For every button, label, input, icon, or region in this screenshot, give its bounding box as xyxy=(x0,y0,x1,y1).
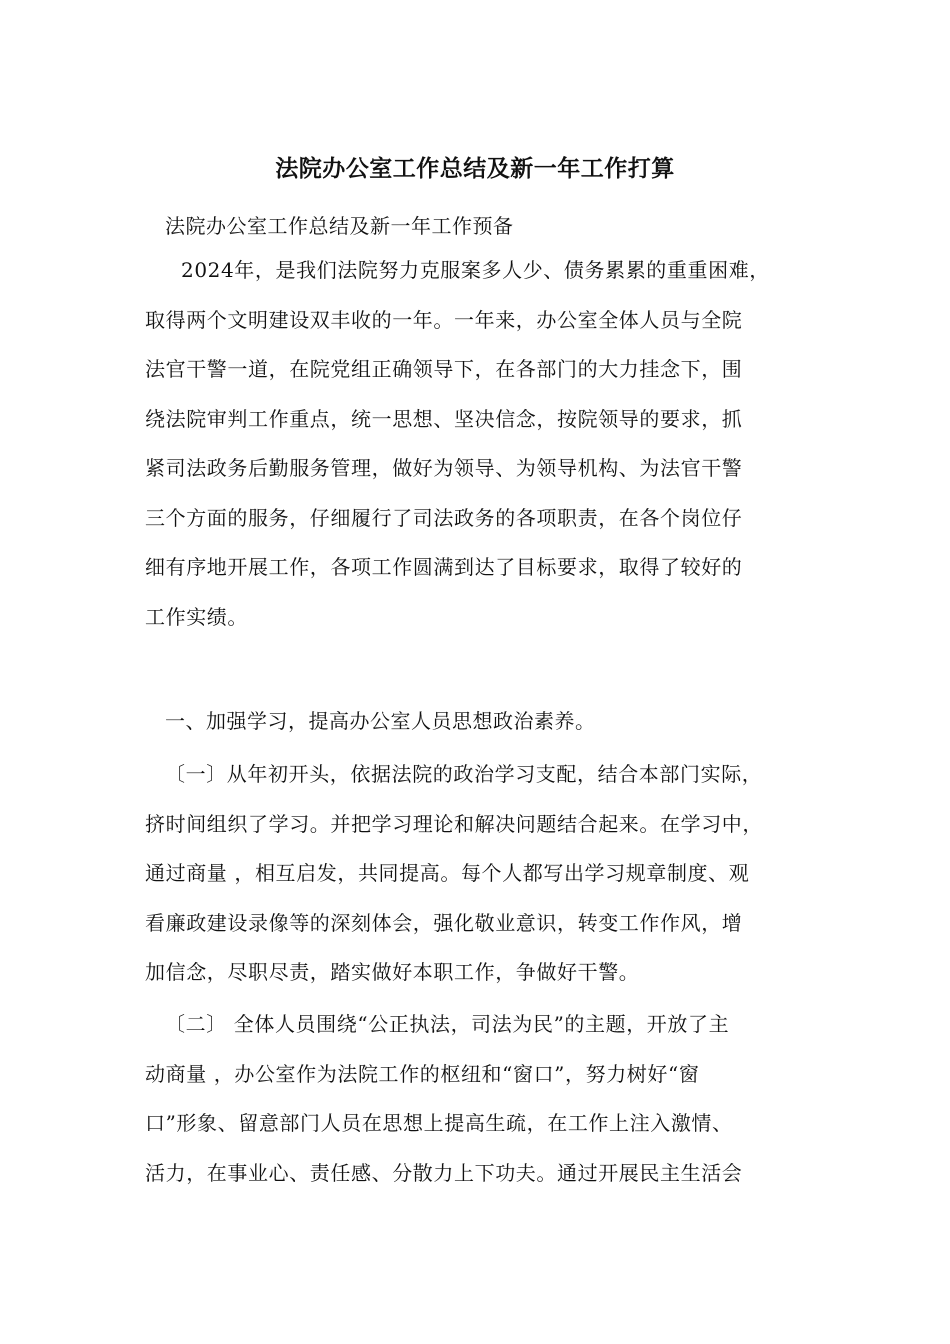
paragraph-line: 口”形象、留意部门人员在思想上提高生疏，在工作上注入激情、 xyxy=(145,1111,733,1135)
paragraph-line: 紧司法政务后勤服务管理，做好为领导、为领导机构、为法官干警 xyxy=(145,456,743,480)
paragraph-line: 细有序地开展工作，各项工作圆满到达了目标要求，取得了较好的 xyxy=(145,555,743,579)
paragraph-line: 加信念，尽职尽责，踏实做好本职工作，争做好干警。 xyxy=(145,960,640,984)
paragraph-line: 绕法院审判工作重点，统一思想、坚决信念，按院领导的要求，抓 xyxy=(145,406,743,431)
item-one-paragraph xyxy=(145,750,835,998)
paragraph-line: 工作实绩。 xyxy=(145,604,248,629)
document-subtitle: 法院办公室工作总结及新一年工作预备 xyxy=(165,214,514,238)
item-two-paragraph xyxy=(145,1000,835,1198)
paragraph-line: 看廉政建设录像等的深刻体会，强化敬业意识，转变工作作风，增 xyxy=(145,910,743,935)
paragraph-line: 三个方面的服务，仔细履行了司法政务的各项职责，在各个岗位仔 xyxy=(145,505,743,530)
intro-paragraph xyxy=(145,246,835,642)
paragraph-line: 挤时间组织了学习。并把学习理论和解决问题结合起来。在学习中， xyxy=(145,811,763,836)
paragraph-line: 取得两个文明建设双丰收的一年。一年来，办公室全体人员与全院 xyxy=(145,307,743,332)
paragraph-line: 2024年，是我们法院努力克服案多人少、债务累累的重重困难， xyxy=(181,258,770,282)
paragraph-line: 活力，在事业心、责任感、分散力上下功夫。通过开展民主生活会 xyxy=(145,1160,743,1185)
paragraph-line: 〔二〕 全体人员围绕“公正执法，司法为民”的主题，开放了主 xyxy=(165,1012,730,1036)
paragraph-line: 动商量 ，办公室作为法院工作的枢纽和“窗口”，努力树好“窗 xyxy=(145,1061,700,1086)
paragraph-line: 〔一〕从年初开头，依据法院的政治学习支配，结合本部门实际， xyxy=(165,762,763,786)
document-title: 法院办公室工作总结及新一年工作打算 xyxy=(275,155,675,182)
paragraph-line: 通过商量 ，相互启发，共同提高。每个人都写出学习规章制度、观 xyxy=(145,861,750,885)
paragraph-line: 法官干警一道，在院党组正确领导下，在各部门的大力挂念下，围 xyxy=(145,357,743,381)
section-heading: 一、加强学习，提高办公室人员思想政治素养。 xyxy=(165,709,596,733)
